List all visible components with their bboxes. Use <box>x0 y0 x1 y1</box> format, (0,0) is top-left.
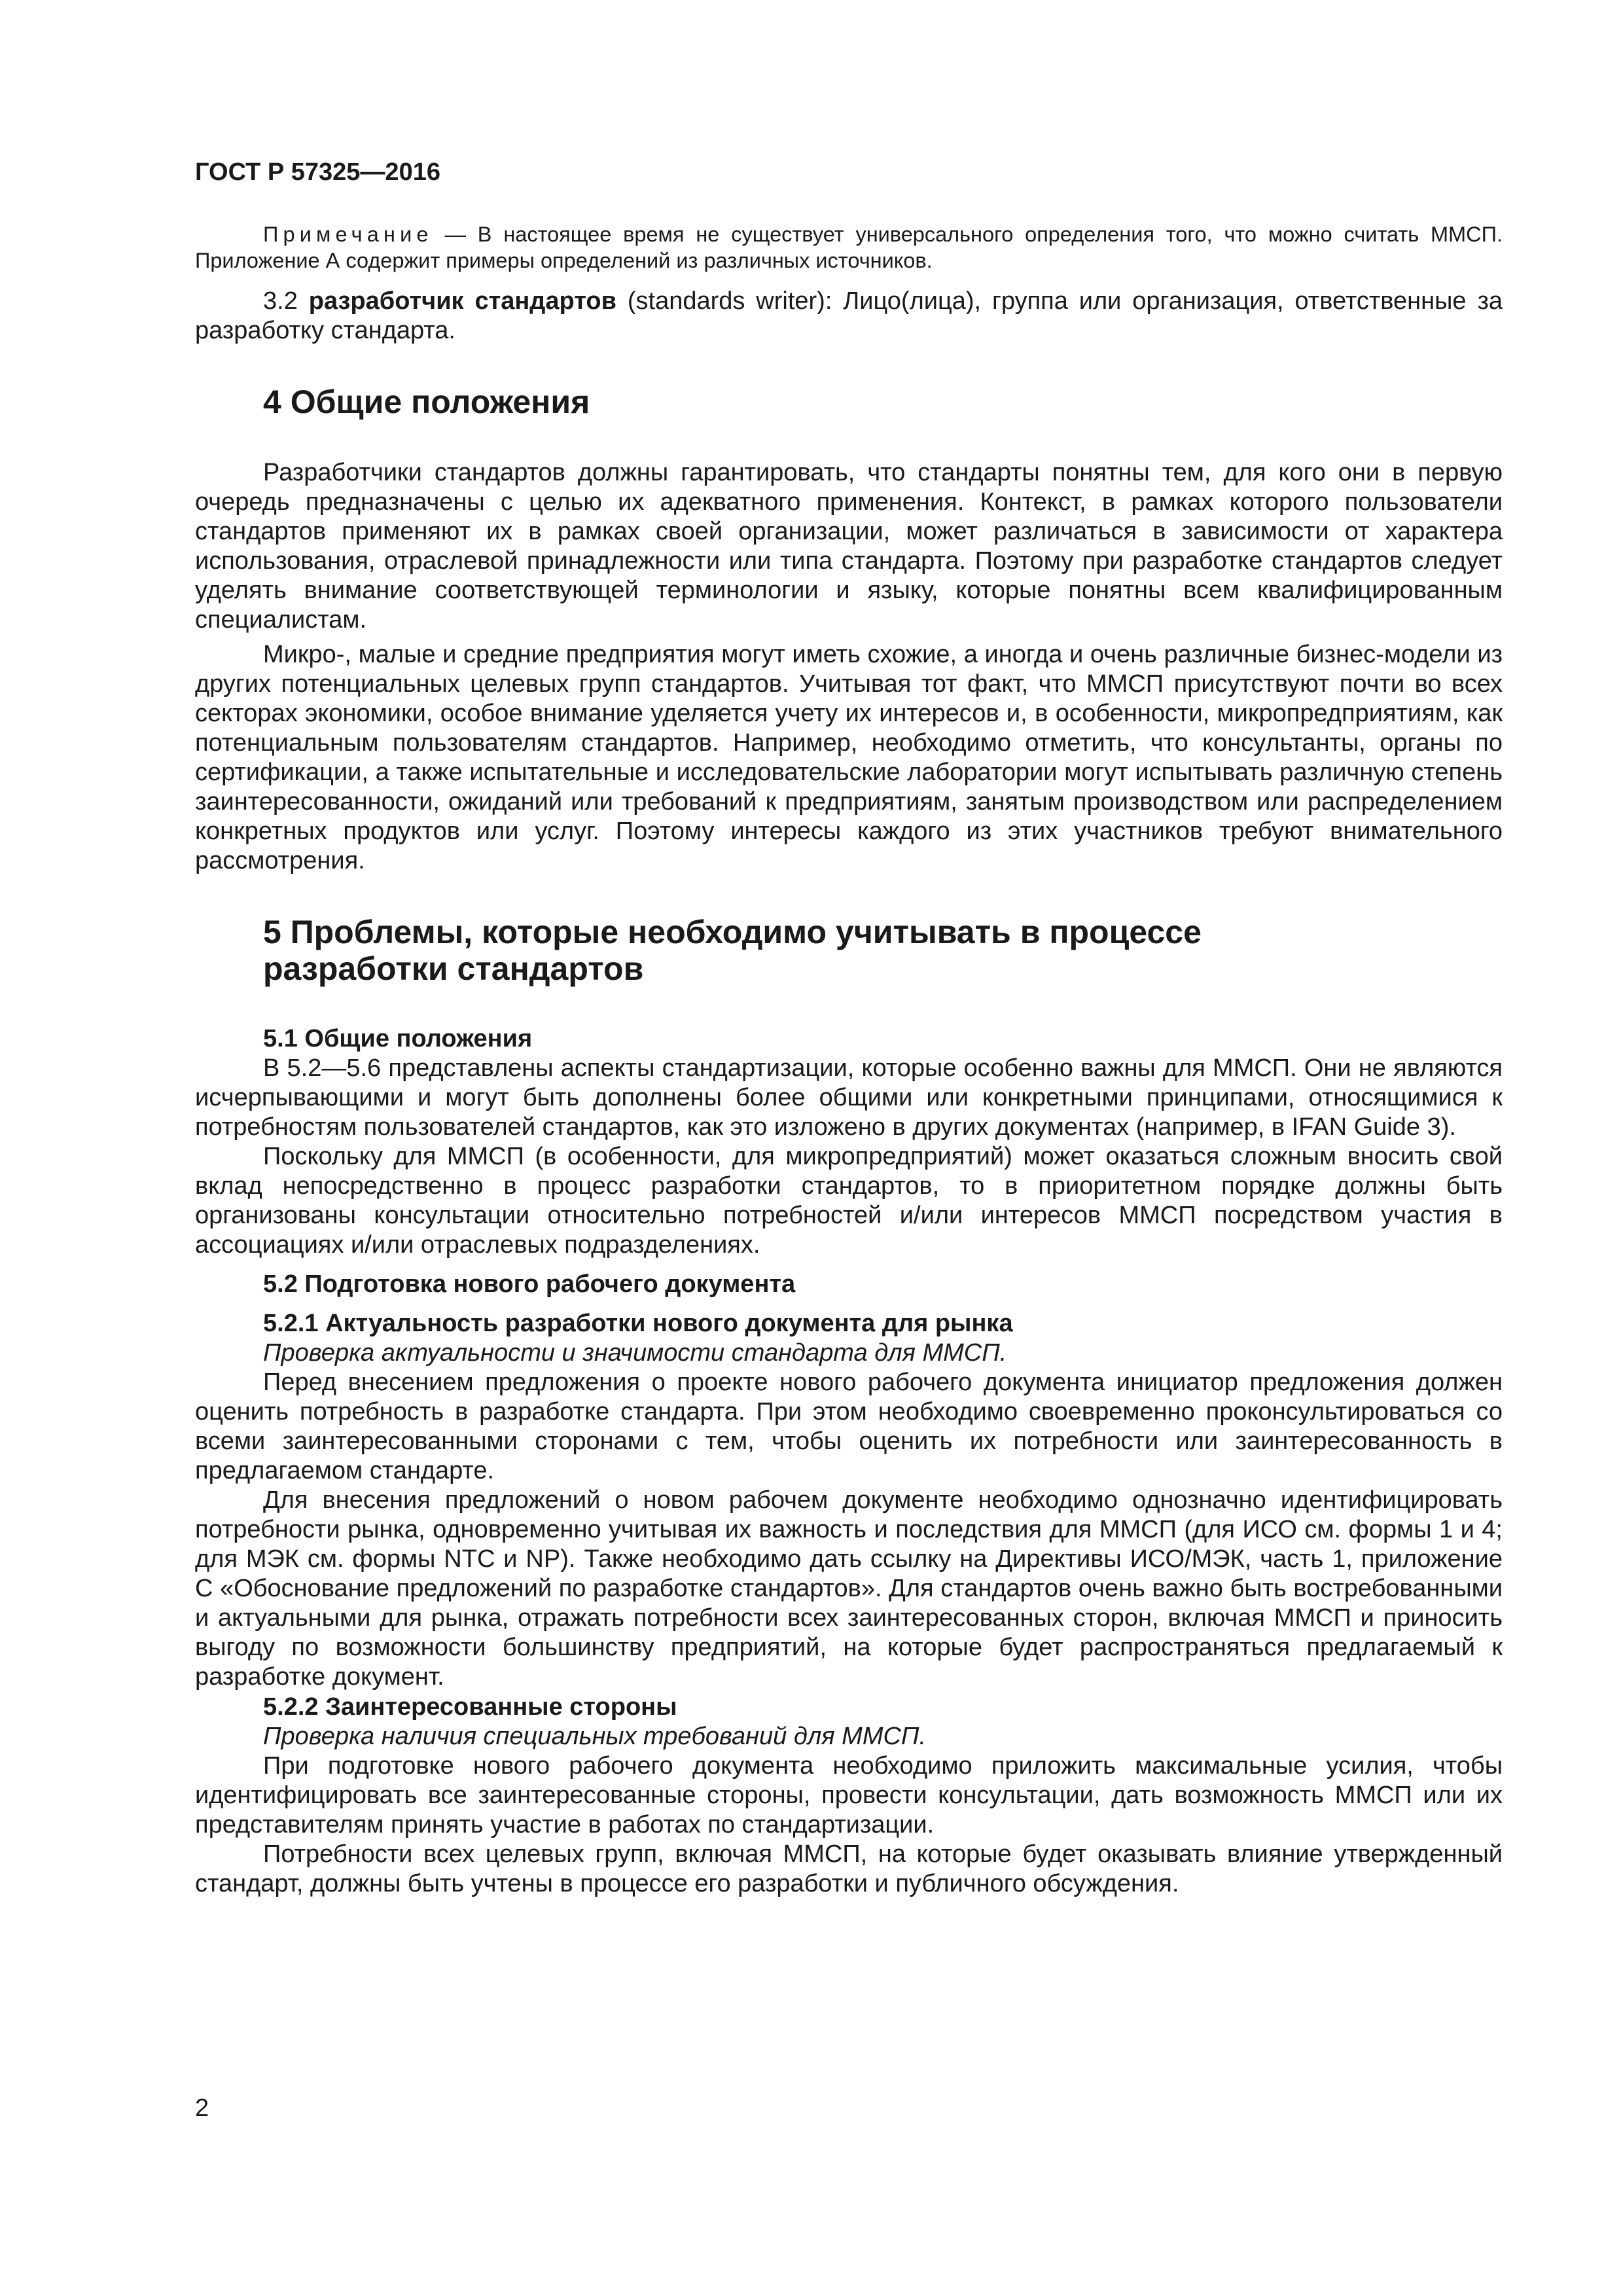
term-3-2 <box>195 287 1503 346</box>
note-text: — В настоящее время не существует универсального определения того, что можно считать ММСП. Приложение А содержит примеры определений из различных источников. <box>195 223 1503 272</box>
section-5-2-2-title: 5.2.2 Заинтересованные стороны <box>263 1693 677 1721</box>
document-page <box>195 157 1503 1899</box>
document-header: ГОСТ Р 57325—2016 <box>195 158 440 186</box>
term-number: 3.2 <box>263 287 309 315</box>
section-5-title <box>195 914 1503 987</box>
note-label: Примечание <box>263 223 433 246</box>
section-4-paragraph: Микро-, малые и средние предприятия могут иметь схожие, а иногда и очень различные бизнес-модели из других потенциальных целевых групп стандартов. Учитывая тот факт, что ММСП присутствуют почти во всех секторах экономики, особое внимание уделяется учету их интересов и, в особенности, микропредприятиям, как потенциальным пользователям стандартов. Например, необходимо отметить, что консультанты, органы по сертификации, а также испытательные и исследовательские лаборатории могут испытывать различную степень заинтересованности, ожиданий или требований к предприятиям, занятым производством или распределением конкретных продуктов или услуг. Поэтому интересы каждого из этих участников требуют внимательного рассмотрения. <box>195 641 1503 874</box>
note-paragraph <box>195 221 1503 274</box>
section-5-2-2-paragraph: При подготовке нового рабочего документа необходимо приложить максимальные усилия, чтобы идентифицировать все заинтересованные стороны, провести консультации, дать возможность ММСП или их представителям принять участие в работах по стандартизации. <box>195 1752 1503 1839</box>
section-5-title-line1: 5 Проблемы, которые необходимо учитывать в процессе <box>263 914 1202 950</box>
section-5-2-1-paragraph: Перед внесением предложения о проекте нового рабочего документа инициатор предложения должен оценить потребность в разработке стандарта. При этом необходимо своевременно проконсультироваться со всеми заинтересованными сторонами с тем, чтобы оценить их потребности или заинтересованность в предлагаемом стандарте. <box>195 1369 1503 1484</box>
section-5-2-1-paragraph: Для внесения предложений о новом рабочем документе необходимо однозначно идентифицировать потребности рынка, одновременно учитывая их важность и последствия для ММСП (для ИСО см. формы 1 и 4; для МЭК см. формы NTC и NP). Также необходимо дать ссылку на Директивы ИСО/МЭК, часть 1, приложение С «Обоснование предложений по разработке стандартов». Для стандартов очень важно быть востребованными и актуальными для рынка, отражать потребности всех заинтересованных сторон, включая ММСП и приносить выгоду по возможности большинству предприятий, на которые будет распространяться предлагаемый к разработке документ. <box>195 1486 1503 1691</box>
section-5-2-title: 5.2 Подготовка нового рабочего документа <box>263 1270 796 1298</box>
section-4-title: 4 Общие положения <box>263 384 590 420</box>
page-number: 2 <box>195 2094 209 2122</box>
section-5-1-paragraph: Поскольку для ММСП (в особенности, для микропредприятий) может оказаться сложным вносить свой вклад непосредственно в процесс разработки стандартов, то в приоритетном порядке должны быть организованы консультации относительно потребностей и/или интересов ММСП посредством участия в ассоциациях и/или отраслевых подразделениях. <box>195 1143 1503 1259</box>
section-5-2-2-check: Проверка наличия специальных требований для ММСП. <box>263 1723 927 1750</box>
section-5-2-1-check: Проверка актуальности и значимости стандарта для ММСП. <box>263 1339 1007 1367</box>
section-5-title-line2: разработки стандартов <box>263 950 644 987</box>
section-5-1-title: 5.1 Общие положения <box>263 1025 533 1052</box>
term-definition: (standards writer): Лицо(лица), группа или организация, ответственные за разработку стандарта. <box>195 287 1503 344</box>
section-5-2-1-title: 5.2.1 Актуальность разработки нового документа для рынка <box>263 1310 1013 1337</box>
section-5-2-2-paragraph: Потребности всех целевых групп, включая ММСП, на которые будет оказывать влияние утвержденный стандарт, должны быть учтены в процессе его разработки и публичного обсуждения. <box>195 1840 1503 1897</box>
section-4-paragraph: Разработчики стандартов должны гарантировать, что стандарты понятны тем, для кого они в первую очередь предназначены с целью их адекватного применения. Контекст, в рамках которого пользователи стандартов применяют их в рамках своей организации, может различаться в зависимости от характера использования, отраслевой принадлежности или типа стандарта. Поэтому при разработке стандартов следует уделять внимание соответствующей терминологии и языку, которые понятны всем квалифицированным специалистам. <box>195 459 1503 634</box>
term-name: разработчик стандартов <box>308 287 616 315</box>
section-5-1-paragraph: В 5.2—5.6 представлены аспекты стандартизации, которые особенно важны для ММСП. Они не являются исчерпывающими и могут быть дополнены более общими или конкретными принципами, относящимися к потребностям пользователей стандартов, как это изложено в других документах (например, в IFAN Guide 3). <box>195 1054 1503 1141</box>
